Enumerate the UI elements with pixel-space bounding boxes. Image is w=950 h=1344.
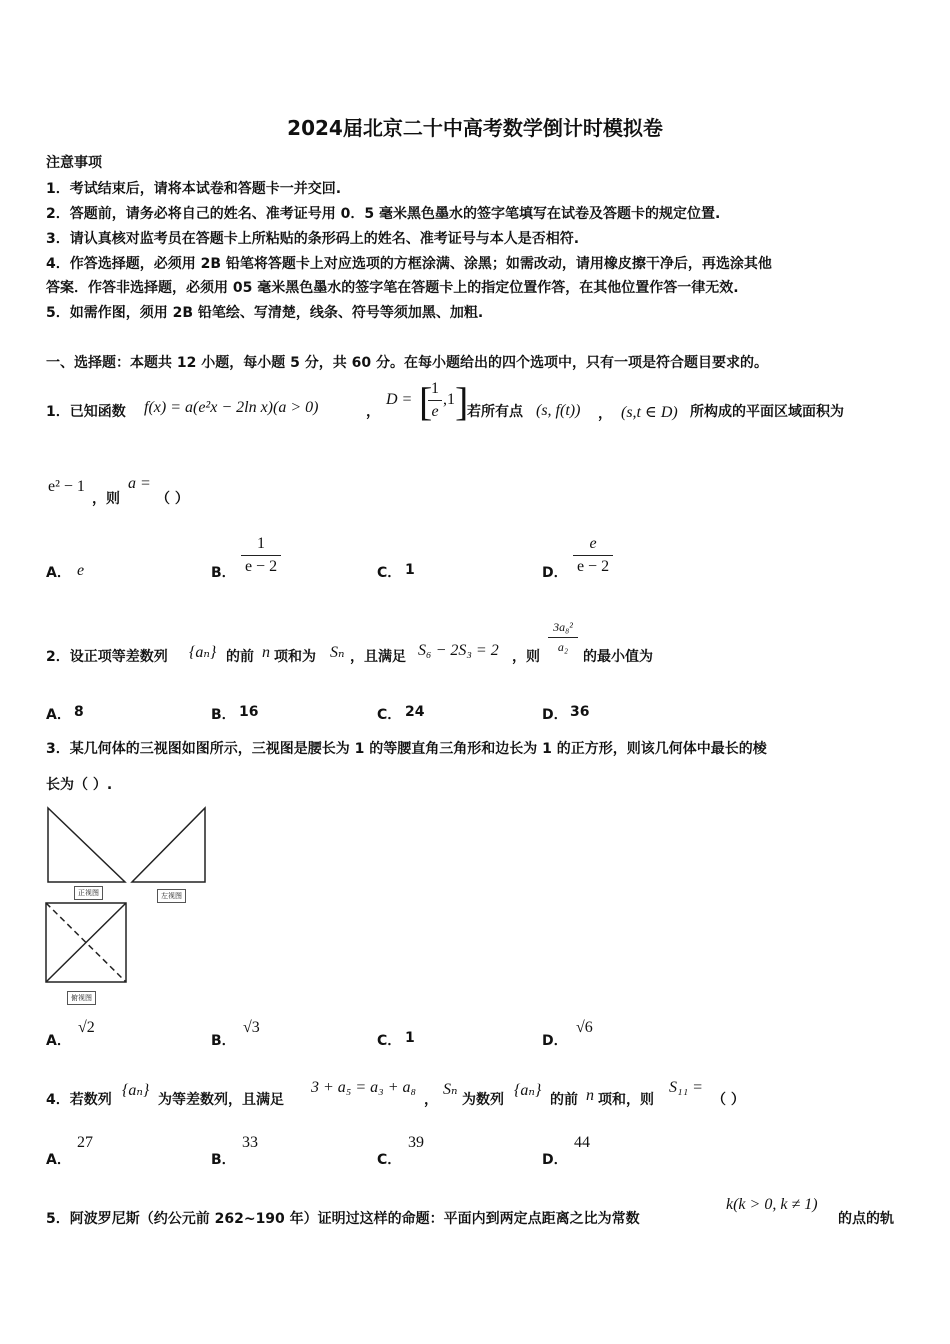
q2-sequence: {aₙ}	[189, 644, 217, 661]
three-view-figure	[40, 800, 220, 1005]
q4-sequence: {aₙ}	[122, 1082, 150, 1099]
front-view-triangle	[48, 808, 125, 882]
q5-suffix: 的点的轨	[838, 1211, 894, 1227]
q2-frac-num: 3a₈²	[553, 620, 573, 634]
q2-prefix: 2．设正项等差数列	[46, 649, 168, 665]
q4-option-c-value: 39	[408, 1134, 424, 1151]
q4-option-b-value: 33	[242, 1134, 258, 1151]
q1-paren: （ ）	[156, 491, 189, 507]
q3-option-a-label: A．	[46, 1033, 71, 1049]
q1-point: (s, f(t))	[536, 402, 581, 419]
fraction-bar	[241, 555, 281, 556]
q1-option-a-value: e	[77, 562, 85, 579]
q4-option-b-label: B．	[211, 1152, 236, 1168]
q1-prefix: 1．已知函数	[46, 404, 126, 420]
q1-text-mid: 若所有点	[467, 404, 523, 420]
q2-sn: Sₙ	[330, 644, 345, 661]
q2-option-b-label: B．	[211, 707, 236, 723]
q4-option-d-label: D．	[542, 1152, 568, 1168]
q4-ask: S₁₁ =	[669, 1079, 703, 1096]
q2-text-3: ，且满足	[350, 649, 406, 665]
q2-option-d-label: D．	[542, 707, 568, 723]
q4-text-3: 为数列	[462, 1092, 504, 1108]
q2-n: n	[262, 644, 270, 661]
q2-text-4: ，则	[512, 649, 540, 665]
q1-ask: a =	[128, 475, 151, 492]
q2-text-5: 的最小值为	[583, 649, 653, 665]
side-view-triangle	[132, 808, 205, 882]
q5-k: k(k > 0, k ≠ 1)	[726, 1196, 818, 1213]
q1-domain-fraction	[428, 380, 442, 421]
q1-area: e² − 1	[48, 478, 85, 495]
q1-then: ，则	[92, 491, 120, 507]
notice-item-1: 1．考试结束后，请将本试卷和答题卡一并交回.	[46, 181, 342, 197]
q4-prefix: 4．若数列	[46, 1092, 112, 1108]
q3-option-b-label: B．	[211, 1033, 236, 1049]
q1-option-b-num: 1	[257, 535, 265, 552]
q1-frac-num: 1	[431, 380, 439, 397]
page-title: 2024届北京二十中高考数学倒计时模拟卷	[287, 116, 663, 140]
q4-option-a-value: 27	[77, 1134, 93, 1151]
q4-option-a-label: A．	[46, 1152, 71, 1168]
q3-option-d-label: D．	[542, 1033, 568, 1049]
q2-option-c-value: 24	[405, 704, 425, 720]
q2-option-d-value: 36	[570, 704, 590, 720]
q3-option-c-label: C．	[377, 1033, 402, 1049]
q2-option-b-value: 16	[239, 704, 259, 720]
q2-condition: S₆ − 2S₃ = 2	[418, 642, 499, 659]
q4-text-5: 项和，则	[598, 1092, 654, 1108]
q1-text-end: 所构成的平面区域面积为	[690, 404, 844, 420]
q1-comma2: ，	[598, 406, 612, 422]
notice-item-5: 5．如需作图，须用 2B 铅笔绘、写清楚，线条、符号等须加黑、加粗.	[46, 305, 484, 321]
q2-option-c-label: C．	[377, 707, 402, 723]
q1-option-b-fraction	[241, 535, 281, 576]
q1-bracket-left: [	[419, 379, 433, 424]
front-view-label: 正视图	[74, 886, 103, 900]
fraction-bar	[573, 555, 613, 556]
q1-option-b-label: B．	[211, 565, 236, 581]
q2-text-1: 的前	[226, 649, 254, 665]
q4-paren: （ ）	[712, 1092, 745, 1108]
side-view-label: 左视图	[157, 889, 186, 903]
q1-bracket-right: ]	[455, 379, 469, 424]
section-heading: 一、选择题：本题共 12 小题，每小题 5 分，共 60 分。在每小题给出的四个选项中，只有一项是符合题目要求的。	[46, 355, 768, 371]
q1-option-b-den: e − 2	[244, 558, 278, 575]
q4-text-4: 的前	[550, 1092, 578, 1108]
q2-text-2: 项和为	[274, 649, 316, 665]
q4-text-2: ，	[424, 1092, 438, 1108]
q4-text-1: 为等差数列，且满足	[158, 1092, 284, 1108]
q4-option-c-label: C．	[377, 1152, 402, 1168]
q4-option-d-value: 44	[574, 1134, 590, 1151]
notice-item-4-cont: 答案．作答非选择题，必须用 05 毫米黑色墨水的签字笔在答题卡上的指定位置作答，在其他位置作答一律无效.	[46, 280, 739, 296]
notice-item-4: 4．作答选择题，必须用 2B 铅笔将答题卡上对应选项的方框涂满、涂黑；如需改动，请用橡皮擦干净后，再选涂其他	[46, 256, 772, 272]
q1-option-a-label: A．	[46, 565, 71, 581]
q3-line-2: 长为（ ）.	[46, 777, 113, 793]
q5-prefix: 5．阿波罗尼斯（约公元前 262~190 年）证明过这样的命题：平面内到两定点距离之比为常数	[46, 1211, 640, 1227]
notice-item-3: 3．请认真核对监考员在答题卡上所粘贴的条形码上的姓名、准考证号与本人是否相符.	[46, 231, 580, 247]
q4-n: n	[586, 1087, 594, 1104]
notice-item-2: 2．答题前，请务必将自己的姓名、准考证号用 0．5 毫米黑色墨水的签字笔填写在试卷及答题卡的规定位置.	[46, 206, 721, 222]
q3-option-b-value: √3	[243, 1019, 260, 1036]
fraction-bar	[428, 400, 442, 401]
notice-heading: 注意事项	[46, 155, 102, 171]
q2-fraction	[548, 620, 578, 655]
q1-option-d-num: e	[589, 535, 597, 552]
q4-condition: 3 + a₅ = a₃ + a₈	[311, 1079, 417, 1096]
q3-option-a-value: √2	[78, 1019, 95, 1036]
q4-sequence-2: {aₙ}	[514, 1082, 542, 1099]
q4-sn: Sₙ	[443, 1081, 458, 1098]
q1-option-d-den: e − 2	[576, 558, 610, 575]
q1-option-d-fraction	[573, 535, 613, 576]
q3-option-c-value: 1	[405, 1030, 415, 1046]
q2-frac-den: a₂	[557, 640, 569, 654]
q1-option-c-value: 1	[405, 562, 415, 578]
q1-domain-rest: ,1	[443, 391, 455, 408]
q2-option-a-value: 8	[74, 704, 84, 720]
q1-option-c-label: C．	[377, 565, 402, 581]
q1-function: f(x) = a(e²x − 2ln x)(a > 0)	[144, 399, 319, 416]
q2-option-a-label: A．	[46, 707, 71, 723]
q3-option-d-value: √6	[576, 1019, 593, 1036]
top-view-label: 俯视图	[67, 991, 96, 1005]
q1-condition: (s,t ∈ D)	[621, 404, 678, 421]
q1-option-d-label: D．	[542, 565, 568, 581]
q1-frac-den: e	[431, 403, 439, 420]
q3-line-1: 3．某几何体的三视图如图所示，三视图是腰长为 1 的等腰直角三角形和边长为 1 的正方形，则该几何体中最长的棱	[46, 741, 767, 757]
q1-domain-lhs: D =	[386, 391, 413, 408]
q1-comma: ，	[366, 404, 380, 420]
fraction-bar	[548, 637, 578, 638]
